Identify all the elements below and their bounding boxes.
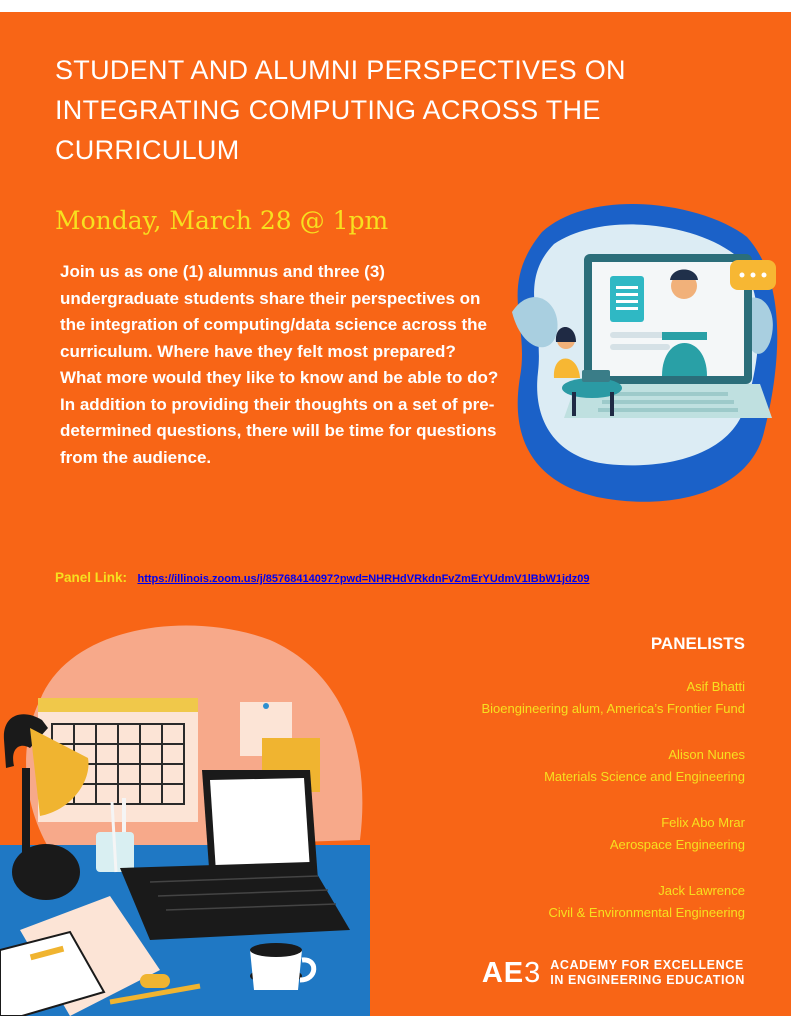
event-description: Join us as one (1) alumnus and three (3) undergraduate students share their perspectives on the integration of computing/data science across the curriculum. Where have they felt most prepared? What more would they like to know and be able to do? In addition to providing their thoughts on a set of pre-determined questions, there will be time for questions from the audience. — [60, 262, 499, 467]
ae3-org-line-2: IN ENGINEERING EDUCATION — [550, 973, 745, 987]
panelist-name: Asif Bhatti — [686, 679, 745, 694]
ae3-org-line-1: ACADEMY FOR EXCELLENCE — [550, 958, 744, 972]
online-meeting-illustration — [502, 192, 782, 512]
ae3-logo-mark — [482, 958, 540, 988]
event-date: Monday, March 28 @ 1pm — [55, 206, 389, 235]
panelist-name: Felix Abo Mrar — [661, 815, 745, 830]
panelists-heading: PANELISTS — [650, 634, 745, 653]
ae3-logo — [482, 958, 745, 988]
ae3-logo-letters: AE — [481, 957, 525, 989]
ae3-logo-number: 3 — [524, 957, 541, 989]
panelist — [345, 880, 745, 948]
panelist — [345, 744, 745, 812]
panelist — [345, 812, 745, 880]
panelist-affiliation: Bioengineering alum, America’s Frontier Fund — [481, 701, 745, 716]
panelist-name: Jack Lawrence — [658, 883, 745, 898]
panelists-list — [345, 676, 745, 948]
panelist-affiliation: Civil & Environmental Engineering — [548, 905, 745, 920]
event-title: STUDENT AND ALUMNI PERSPECTIVES ON INTEGRATING COMPUTING ACROSS THE CURRICULUM — [55, 55, 626, 165]
ae3-org-name — [550, 958, 745, 988]
panelist-affiliation: Aerospace Engineering — [609, 837, 745, 852]
panel-link-url[interactable]: https://illinois.zoom.us/j/85768414097?pwd=NHRHdVRkdnFvZmErYUdmV1lBbW1jdz09 — [137, 573, 590, 585]
event-flyer — [0, 12, 791, 1016]
panel-link-row — [55, 569, 589, 587]
desk-workspace-illustration — [0, 620, 370, 1016]
panelist — [345, 676, 745, 744]
panelist-name: Alison Nunes — [668, 747, 745, 762]
panel-link-label: Panel Link: — [55, 570, 128, 585]
panelist-affiliation: Materials Science and Engineering — [544, 769, 745, 784]
